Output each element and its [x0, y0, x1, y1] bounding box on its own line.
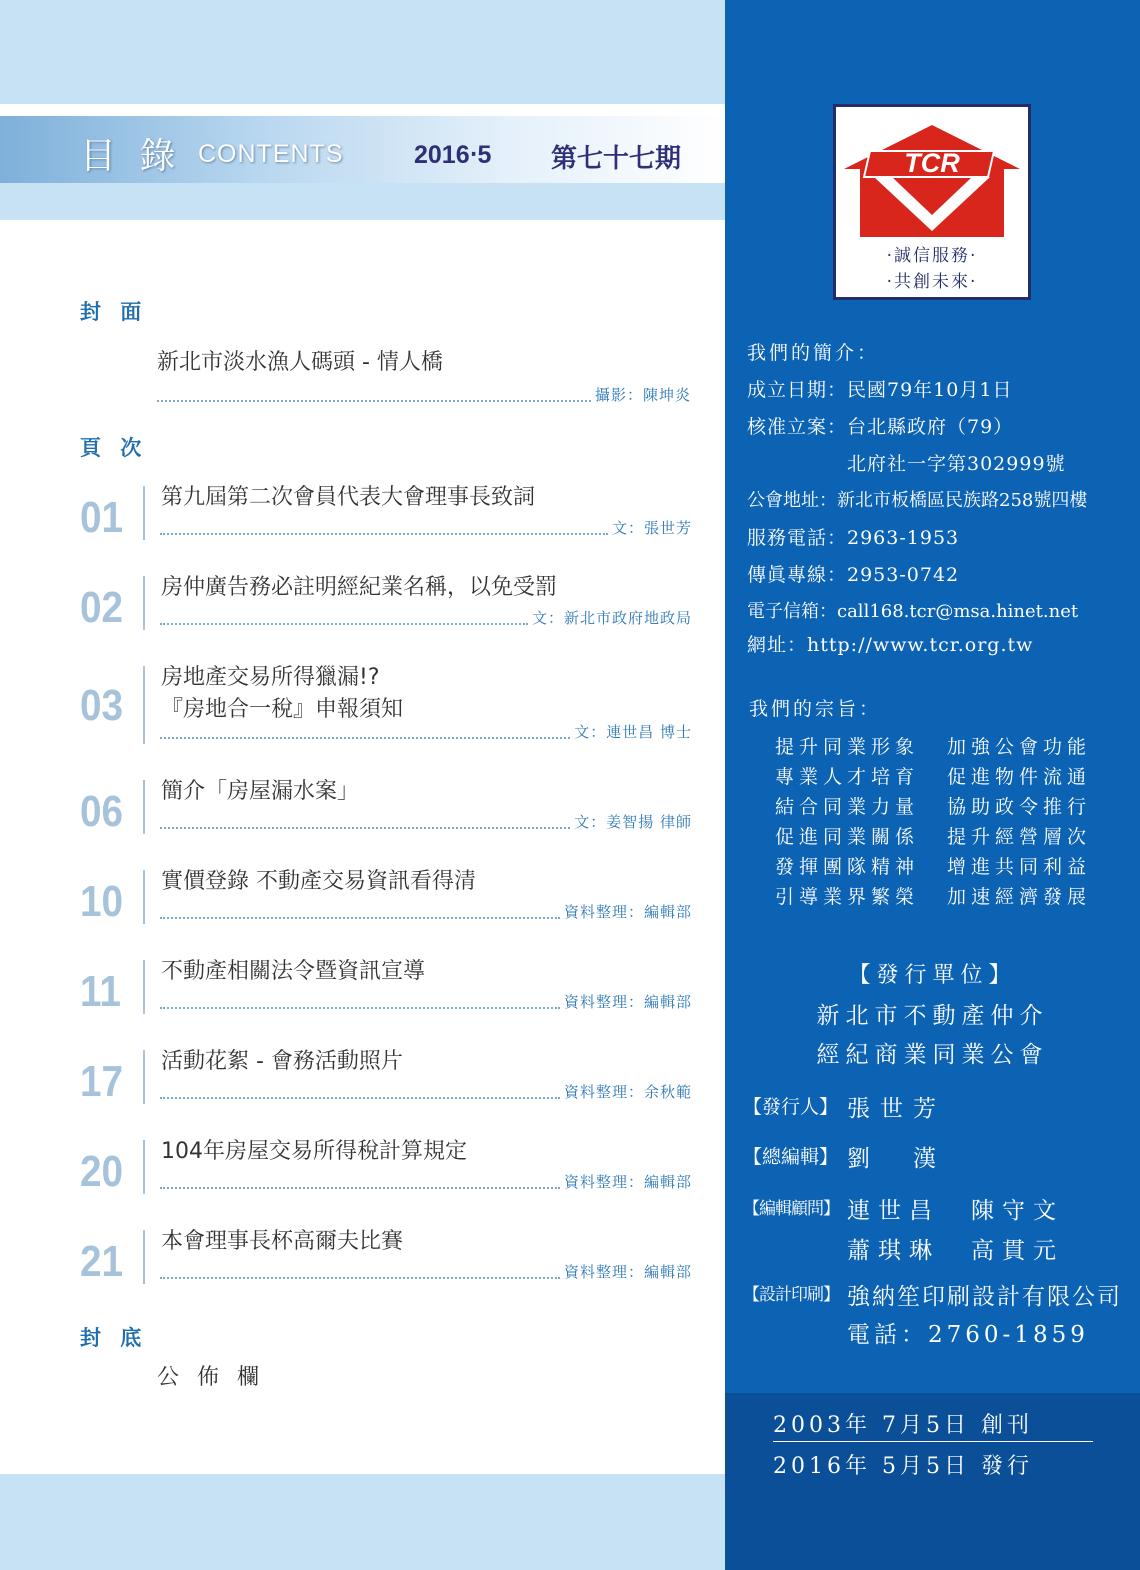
cover-section-label: 封 面 [80, 300, 148, 324]
purpose-row: 專業人才培育 促進物件流通 [775, 766, 1092, 788]
page-number: 20 [80, 1147, 124, 1196]
logo-text: TCR [904, 148, 960, 178]
toc-entry[interactable] [80, 1230, 692, 1304]
entry-credit: 資料整理：編輯部 [563, 993, 692, 1011]
entry-title: 房地產交易所得獵漏!? [161, 665, 380, 690]
cover-credit-row [157, 385, 691, 405]
entry-title: 實價登錄 不動產交易資訊看得清 [161, 869, 476, 894]
cover-credit: 攝影：陳坤炎 [594, 386, 691, 404]
email[interactable]: 電子信箱：call168.tcr@msa.hinet.net [747, 601, 1079, 622]
pages-section-label: 頁 次 [80, 436, 148, 460]
fax: 傳眞專線：2953-0742 [747, 564, 960, 586]
entry-divider [143, 1230, 145, 1284]
entry-credit: 資料整理：編輯部 [563, 903, 692, 921]
dotted-leader [160, 1177, 560, 1189]
entry-title: 本會理事長杯高爾夫比賽 [161, 1229, 404, 1254]
dotted-leader [160, 817, 570, 829]
registration: 核准立案：台北縣政府（79） [747, 416, 1014, 438]
advisor-names-1: 連世昌 陳守文 [847, 1198, 1064, 1224]
advisor-label: 【編輯顧問】 [743, 1199, 839, 1219]
entry-credit: 文：連世昌 博士 [574, 723, 692, 741]
title-strip [0, 116, 725, 183]
intro-heading: 我們的簡介： [747, 342, 880, 364]
page-number: 01 [80, 493, 124, 542]
entry-credit: 資料整理：編輯部 [563, 1263, 692, 1281]
entry-title: 不動產相關法令暨資訊宣導 [161, 959, 426, 984]
page-number: 11 [80, 967, 121, 1016]
entry-title: 104年房屋交易所得稅計算規定 [161, 1139, 467, 1164]
toc-entry[interactable] [80, 780, 692, 854]
editor-label: 【總編輯】 [743, 1146, 839, 1168]
purpose-row: 促進同業關係 提升經營層次 [775, 826, 1092, 848]
dotted-leader [160, 1267, 560, 1279]
publisher-org-2: 經紀商業同業公會 [816, 1042, 1049, 1068]
entry-credit: 資料整理：余秋範 [563, 1083, 692, 1101]
cover-title: 新北市淡水漁人碼頭 - 情人橋 [157, 350, 443, 375]
founding-date: 成立日期：民國79年10月1日 [747, 379, 1013, 401]
association-logo [833, 104, 1031, 300]
dotted-leader [160, 907, 560, 919]
dotted-leader [160, 1087, 560, 1099]
entry-title: 簡介「房屋漏水案」 [161, 779, 360, 804]
entry-divider [143, 1140, 145, 1194]
page-number: 17 [80, 1057, 124, 1106]
publisher-org-1: 新北市不動產仲介 [816, 1003, 1049, 1029]
page-number: 21 [80, 1237, 124, 1286]
issue-date: 2016‧5 [414, 141, 492, 169]
tcr-logo-icon [844, 119, 1020, 237]
page-number: 02 [80, 583, 124, 632]
toc-entry[interactable] [80, 960, 692, 1034]
entry-title: 活動花絮 - 會務活動照片 [161, 1049, 403, 1074]
entry-divider [143, 870, 145, 924]
back-cover-section-label: 封 底 [80, 1326, 148, 1350]
publisher-name: 張世芳 [847, 1096, 946, 1122]
registration-number: 北府社一字第302999號 [747, 453, 1066, 475]
founded-divider [773, 1441, 1093, 1442]
bottom-band [0, 1474, 725, 1570]
back-cover-title: 公佈欄 [157, 1365, 278, 1390]
founded-date: 2003年 7月5日 創刊 [773, 1413, 1033, 1438]
toc-entry[interactable] [80, 576, 692, 650]
printing-company: 強納笙印刷設計有限公司 [847, 1284, 1122, 1310]
entry-title-line2: 『房地合一稅』申報須知 [161, 697, 404, 722]
dotted-leader [160, 523, 608, 535]
toc-entry[interactable] [80, 486, 692, 560]
entry-credit: 文：張世芳 [611, 519, 692, 537]
page-number: 03 [80, 681, 124, 730]
publisher-heading: 【發行單位】 [848, 963, 1017, 988]
purpose-heading: 我們的宗旨： [749, 698, 882, 720]
entry-divider [143, 666, 145, 744]
dotted-leader [160, 997, 560, 1009]
issue-number: 第七十七期 [551, 144, 682, 174]
publisher-label: 【發行人】 [743, 1096, 839, 1118]
entry-divider [143, 486, 145, 540]
published-date: 2016年 5月5日 發行 [773, 1454, 1033, 1479]
printing-phone: 電話：2760-1859 [847, 1322, 1089, 1348]
entry-divider [143, 576, 145, 630]
website[interactable]: 網址：http://www.tcr.org.tw [747, 634, 1034, 656]
contents-title-en: CONTENTS [198, 140, 344, 168]
contents-title-bar [0, 116, 725, 220]
dotted-leader [160, 613, 528, 625]
entry-title: 房仲廣告務必註明經紀業名稱，以免受罰 [161, 575, 558, 600]
toc-entry[interactable] [80, 870, 692, 944]
toc-entry[interactable] [80, 666, 692, 746]
logo-motto-1: ‧誠信服務‧ [886, 246, 978, 266]
logo-motto-2: ‧共創未來‧ [886, 272, 978, 292]
purpose-row: 結合同業力量 協助政令推行 [775, 796, 1092, 818]
entry-credit: 文：姜智揚 律師 [574, 813, 692, 831]
page-number: 10 [80, 877, 124, 926]
printing-label: 【設計印刷】 [743, 1285, 839, 1305]
toc-entry[interactable] [80, 1140, 692, 1214]
advisor-names-2: 蕭琪琳 高貫元 [847, 1238, 1064, 1264]
dotted-leader [157, 390, 591, 402]
phone: 服務電話：2963-1953 [747, 527, 960, 549]
entry-credit: 文：新北市政府地政局 [531, 609, 692, 627]
entry-divider [143, 780, 145, 834]
top-band [0, 0, 725, 104]
purpose-row: 引導業界繁榮 加速經濟發展 [775, 886, 1092, 908]
entry-credit: 資料整理：編輯部 [563, 1173, 692, 1191]
entry-divider [143, 1050, 145, 1104]
address: 公會地址：新北市板橋區民族路258號四樓 [747, 490, 1088, 511]
editor-name: 劉 漢 [847, 1146, 946, 1172]
dotted-leader [160, 727, 570, 739]
entry-divider [143, 960, 145, 1014]
page-number: 06 [80, 787, 124, 836]
purpose-row: 提升同業形象 加強公會功能 [775, 736, 1092, 758]
entry-title: 第九屆第二次會員代表大會理事長致詞 [161, 485, 536, 510]
toc-entry[interactable] [80, 1050, 692, 1124]
info-panel [725, 0, 1140, 1570]
purpose-row: 發揮團隊精神 增進共同利益 [775, 856, 1092, 878]
contents-title: 目 錄 [80, 136, 182, 177]
